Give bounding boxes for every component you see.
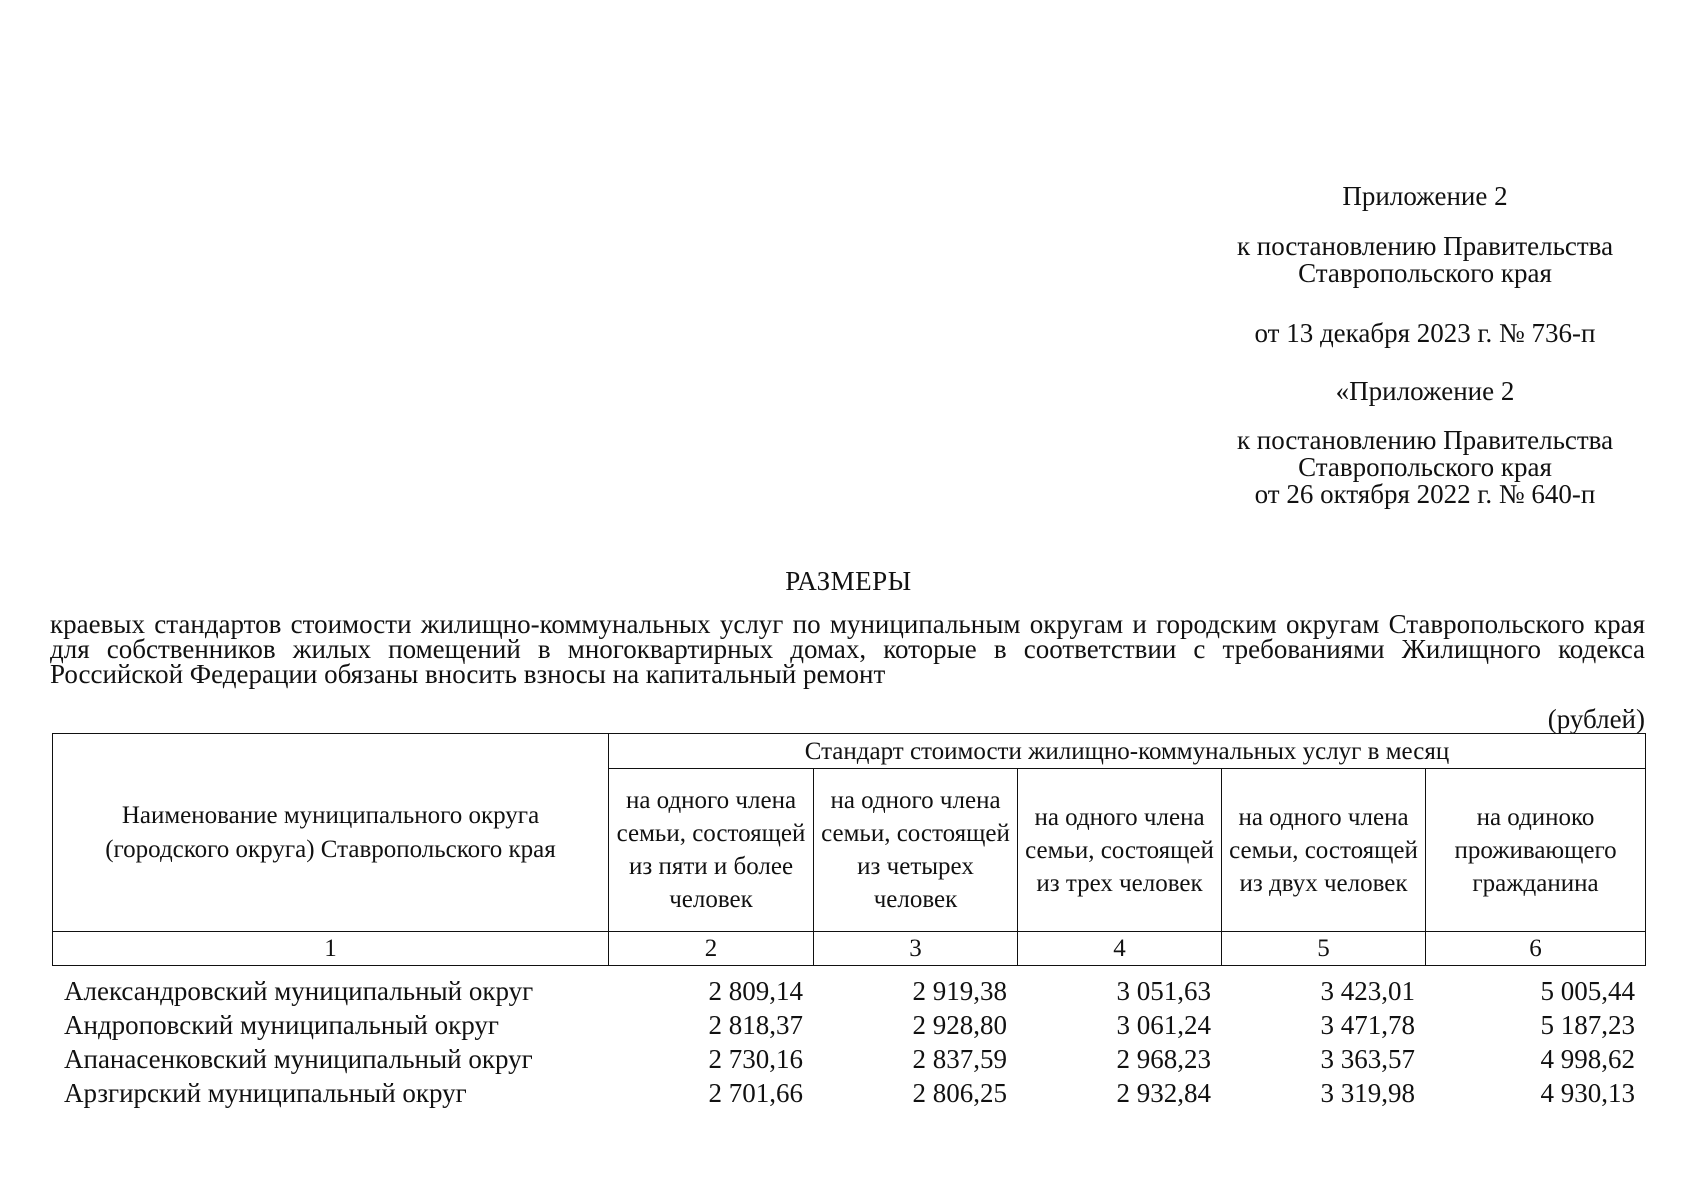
- table-row: [52, 1008, 1645, 1042]
- group-column-header: Стандарт стоимости жилищно-коммунальных услуг в месяц: [609, 734, 1646, 769]
- value-four: 2 806,25: [912, 1078, 1007, 1108]
- appendix-decree-ref: [1195, 233, 1655, 287]
- district-name: Арзгирский муниципальный округ: [64, 1078, 467, 1108]
- appendix-block-previous: [1195, 378, 1655, 405]
- column-number: 4: [1018, 932, 1222, 966]
- column-number: 6: [1426, 932, 1646, 966]
- value-four: 2 919,38: [912, 976, 1007, 1006]
- appendix-prev-decree-ref: [1195, 427, 1655, 508]
- value-five-plus: 2 818,37: [708, 1010, 803, 1040]
- value-single: 5 005,44: [1540, 976, 1635, 1006]
- value-single: 4 930,13: [1540, 1078, 1635, 1108]
- value-three: 2 968,23: [1116, 1044, 1211, 1074]
- value-four: 2 837,59: [912, 1044, 1007, 1074]
- standards-table-body: [52, 974, 1645, 1110]
- appendix-label: Приложение 2: [1342, 181, 1508, 211]
- district-name: Апанасенковский муниципальный округ: [64, 1044, 533, 1074]
- sub-header-single: на одиноко проживающего гражданина: [1426, 769, 1646, 932]
- column-number: 2: [609, 932, 814, 966]
- district-name: Александровский муниципальный округ: [64, 976, 534, 1006]
- appendix-decree-line: к постановлению Правительства: [1236, 231, 1614, 261]
- table-row: [52, 974, 1645, 1008]
- value-four: 2 928,80: [912, 1010, 1007, 1040]
- value-two: 3 363,57: [1320, 1044, 1415, 1074]
- standards-table-header: [52, 733, 1646, 966]
- sub-header-three: на одного члена семьи, состоящей из трех человек: [1018, 769, 1222, 932]
- unit-label: (рублей): [1547, 704, 1645, 734]
- value-three: 2 932,84: [1116, 1078, 1211, 1108]
- name-column-header: Наименование муниципального округа (городского округа) Ставропольского края: [53, 734, 609, 932]
- value-single: 5 187,23: [1540, 1010, 1635, 1040]
- table-row: [52, 1042, 1645, 1076]
- table-row: [52, 1076, 1645, 1110]
- value-two: 3 423,01: [1320, 976, 1415, 1006]
- sub-header-five-plus: на одного члена семьи, состоящей из пяти и более человек: [609, 769, 814, 932]
- column-number: 1: [53, 932, 609, 966]
- value-five-plus: 2 701,66: [708, 1078, 803, 1108]
- value-five-plus: 2 809,14: [708, 976, 803, 1006]
- value-three: 3 051,63: [1116, 976, 1211, 1006]
- appendix-prev-decree-line: к постановлению Правительства: [1236, 425, 1614, 455]
- sub-header-two: на одного члена семьи, состоящей из двух человек: [1222, 769, 1426, 932]
- value-single: 4 998,62: [1540, 1044, 1635, 1074]
- sub-header-four: на одного члена семьи, состоящей из четырех человек: [814, 769, 1018, 932]
- appendix-date-current: [1195, 320, 1655, 347]
- column-number: 3: [814, 932, 1018, 966]
- value-two: 3 471,78: [1320, 1010, 1415, 1040]
- column-number-row: [53, 932, 1646, 966]
- value-five-plus: 2 730,16: [708, 1044, 803, 1074]
- value-three: 3 061,24: [1116, 1010, 1211, 1040]
- appendix-prev-label: «Приложение 2: [1335, 376, 1515, 406]
- appendix-region-line: Ставропольского края: [1298, 258, 1552, 288]
- appendix-date-line: от 13 декабря 2023 г. № 736-п: [1254, 318, 1596, 348]
- document-title: РАЗМЕРЫ: [785, 566, 912, 596]
- appendix-prev-date-line: от 26 октября 2022 г. № 640-п: [1254, 479, 1596, 509]
- column-number: 5: [1222, 932, 1426, 966]
- appendix-block-current: [1195, 183, 1655, 210]
- value-two: 3 319,98: [1320, 1078, 1415, 1108]
- document-subtitle: краевых стандартов стоимости жилищно-коммунальных услуг по муниципальным округам и городским округам Ставропольского края для собственников жилых помещений в многоквартирных домах, которые в соответствии с требованиями Жилищного кодекса Российской Федерации обязаны вносить взносы на капитальный ремонт: [50, 609, 1645, 689]
- district-name: Андроповский муниципальный округ: [64, 1010, 499, 1040]
- appendix-prev-region-line: Ставропольского края: [1298, 452, 1552, 482]
